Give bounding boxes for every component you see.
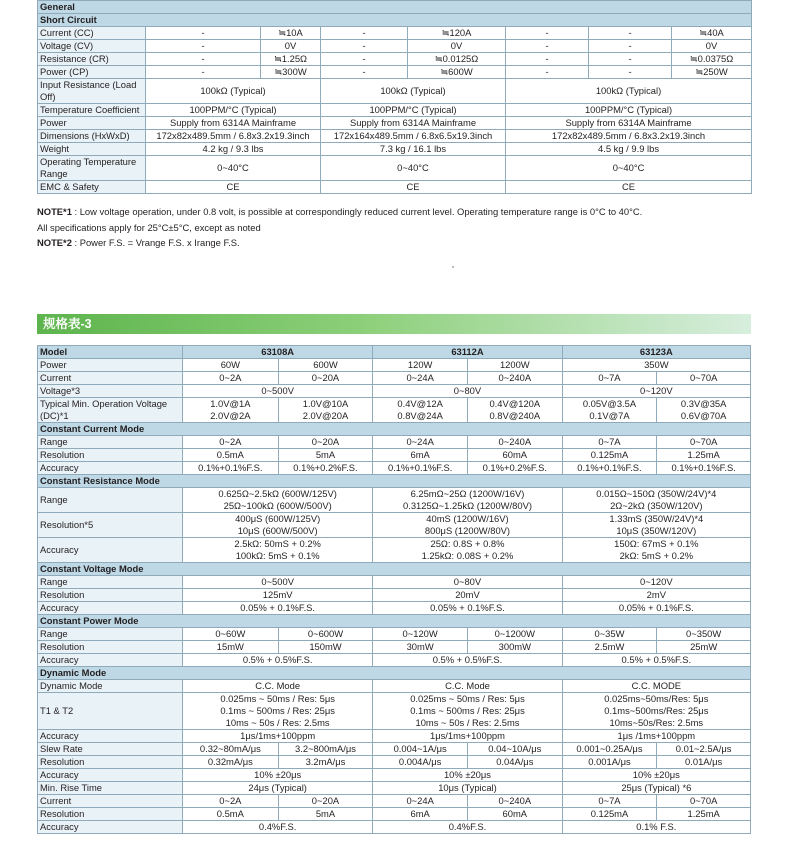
table-cell: Supply from 6314A Mainframe bbox=[146, 117, 321, 130]
row-label: Resolution bbox=[38, 589, 183, 602]
table-row bbox=[38, 79, 752, 104]
table-row bbox=[38, 143, 752, 156]
section-label-general: General bbox=[38, 1, 752, 14]
table-cell: ≒40A bbox=[672, 27, 752, 40]
table-cell: - bbox=[146, 40, 261, 53]
table-cell: 1μs/1ms+100ppm bbox=[373, 730, 562, 743]
table-cell: - bbox=[506, 66, 589, 79]
table-cell: 0.1%+0.1%F.S. bbox=[562, 462, 657, 475]
table-row bbox=[38, 589, 751, 602]
table-row bbox=[38, 372, 751, 385]
row-label: Resistance (CR) bbox=[38, 53, 146, 66]
table-cell: 0.125mA bbox=[562, 808, 657, 821]
table-cell: 40mS (1200W/16V) 800μS (1200W/80V) bbox=[373, 513, 562, 538]
table-row bbox=[38, 40, 752, 53]
table-cell: 0~500V bbox=[183, 576, 373, 589]
table-cell: 0~1200W bbox=[467, 628, 562, 641]
table-cell: 15mW bbox=[183, 641, 279, 654]
table-cell: 0.1%+0.2%F.S. bbox=[467, 462, 562, 475]
table-row bbox=[38, 398, 751, 423]
section-row-dyn bbox=[38, 667, 751, 680]
table-cell: 0~20A bbox=[278, 795, 373, 808]
table-cell: 600W bbox=[278, 359, 373, 372]
table-row bbox=[38, 795, 751, 808]
table-cell: 3.2mA/μs bbox=[278, 756, 373, 769]
table-cell: 350W bbox=[562, 359, 750, 372]
table-row bbox=[38, 104, 752, 117]
table-cell: 172x82x489.5mm / 6.8x3.2x19.3inch bbox=[506, 130, 752, 143]
table-row bbox=[38, 488, 751, 513]
table-cell: 5mA bbox=[278, 449, 373, 462]
table-cell: - bbox=[321, 27, 408, 40]
table-cell: 0V bbox=[261, 40, 321, 53]
table-cell: ≒300W bbox=[261, 66, 321, 79]
table-cell: 0~500V bbox=[183, 385, 373, 398]
note-1: NOTE*1 : Low voltage operation, under 0.8 volt, is possible at correspondingly reduced current level. Operating temperature range is 0°C to 40°C. bbox=[37, 206, 643, 217]
table-row bbox=[38, 821, 751, 834]
table-row bbox=[38, 808, 751, 821]
table-cell: CE bbox=[321, 181, 506, 194]
table-row bbox=[38, 53, 752, 66]
table-cell: 400μS (600W/125V) 10μS (600W/500V) bbox=[183, 513, 373, 538]
row-label: Current bbox=[38, 372, 183, 385]
table-cell: 0.1%+0.1%F.S. bbox=[373, 462, 468, 475]
table-cell: 0~80V bbox=[373, 576, 562, 589]
row-label: Power bbox=[38, 117, 146, 130]
table-cell: CE bbox=[146, 181, 321, 194]
table-cell: 0.025ms~50ms/Res: 5μs 0.1ms~500ms/Res: 25μs 10ms~50s/Res: 2.5ms bbox=[562, 693, 750, 730]
table-cell: 0~2A bbox=[183, 436, 279, 449]
table-row bbox=[38, 513, 751, 538]
table-cell: - bbox=[589, 66, 672, 79]
table-row bbox=[38, 462, 751, 475]
row-label: Resolution bbox=[38, 756, 183, 769]
row-label: Accuracy bbox=[38, 462, 183, 475]
table-cell: 0.4%F.S. bbox=[183, 821, 373, 834]
table-cell: 0.001~0.25A/μs bbox=[562, 743, 657, 756]
table-cell: 1μs/1ms+100ppm bbox=[183, 730, 373, 743]
table-cell: - bbox=[321, 66, 408, 79]
table-cell: 0.01A/μs bbox=[657, 756, 751, 769]
table-cell: C.C. Mode bbox=[183, 680, 373, 693]
table-cell: 0~240A bbox=[467, 436, 562, 449]
section-row-cr bbox=[38, 475, 751, 488]
table-cell: 0~60W bbox=[183, 628, 279, 641]
note-2: NOTE*2 : Power F.S. = Vrange F.S. x Irange F.S. bbox=[37, 237, 240, 248]
table-cell: - bbox=[589, 27, 672, 40]
table-cell: 0.05V@3.5A 0.1V@7A bbox=[562, 398, 657, 423]
table-cell: 0.125mA bbox=[562, 449, 657, 462]
table-cell: 0~40°C bbox=[146, 156, 321, 181]
section-row-cv bbox=[38, 563, 751, 576]
row-label: Voltage*3 bbox=[38, 385, 183, 398]
table-cell: 6mA bbox=[373, 449, 468, 462]
table-cell: C.C. Mode bbox=[373, 680, 562, 693]
table-row bbox=[38, 385, 751, 398]
row-label: Resolution*5 bbox=[38, 513, 183, 538]
table-row bbox=[38, 654, 751, 667]
table-cell: 0.04~10A/μs bbox=[467, 743, 562, 756]
table-cell: 10% ±20μs bbox=[183, 769, 373, 782]
table-cell: 0.05% + 0.1%F.S. bbox=[183, 602, 373, 615]
table-cell: 0.4V@120A 0.8V@240A bbox=[467, 398, 562, 423]
table-cell: 0.5% + 0.5%F.S. bbox=[562, 654, 750, 667]
table-cell: 0~350W bbox=[657, 628, 751, 641]
table-cell: - bbox=[506, 27, 589, 40]
table-row bbox=[38, 769, 751, 782]
table-cell: CE bbox=[506, 181, 752, 194]
row-label: Input Resistance (Load Off) bbox=[38, 79, 146, 104]
table-cell: Supply from 6314A Mainframe bbox=[321, 117, 506, 130]
table-cell: 0~70A bbox=[657, 436, 751, 449]
row-label: Weight bbox=[38, 143, 146, 156]
row-label: Accuracy bbox=[38, 538, 183, 563]
table-row bbox=[38, 156, 752, 181]
table-cell: 10% ±20μs bbox=[562, 769, 750, 782]
table-cell: 100PPM/°C (Typical) bbox=[146, 104, 321, 117]
table-cell: 0.001A/μs bbox=[562, 756, 657, 769]
table-cell: 60mA bbox=[467, 449, 562, 462]
table-cell: 0.32~80mA/μs bbox=[183, 743, 279, 756]
table-cell: 0~120V bbox=[562, 385, 750, 398]
row-label: Accuracy bbox=[38, 602, 183, 615]
table-cell: 0.1%+0.1%F.S. bbox=[657, 462, 751, 475]
table-cell: - bbox=[506, 53, 589, 66]
table-cell: 0.004A/μs bbox=[373, 756, 468, 769]
table-cell: 1.0V@10A 2.0V@20A bbox=[278, 398, 373, 423]
table-cell: 2.5kΩ: 50mS + 0.2% 100kΩ: 5mS + 0.1% bbox=[183, 538, 373, 563]
table-cell: 0.025ms ~ 50ms / Res: 5μs 0.1ms ~ 500ms / Res: 25μs 10ms ~ 50s / Res: 2.5ms bbox=[373, 693, 562, 730]
table-cell: 0~70A bbox=[657, 372, 751, 385]
table-cell: 3.2~800mA/μs bbox=[278, 743, 373, 756]
table-cell: 5mA bbox=[278, 808, 373, 821]
table-cell: 300mW bbox=[467, 641, 562, 654]
table-row bbox=[38, 449, 751, 462]
row-label: Accuracy bbox=[38, 730, 183, 743]
table-cell: 125mV bbox=[183, 589, 373, 602]
table-cell: ≒10A bbox=[261, 27, 321, 40]
row-label: Resolution bbox=[38, 808, 183, 821]
table-cell: 0.025ms ~ 50ms / Res: 5μs 0.1ms ~ 500ms / Res: 25μs 10ms ~ 50s / Res: 2.5ms bbox=[183, 693, 373, 730]
table-cell: 0~24A bbox=[373, 795, 468, 808]
table-cell: 0.5% + 0.5%F.S. bbox=[373, 654, 562, 667]
table-row bbox=[38, 130, 752, 143]
spec-table-main bbox=[37, 345, 751, 834]
table-cell: 30mW bbox=[373, 641, 468, 654]
row-label: Temperature Coefficient bbox=[38, 104, 146, 117]
table-cell: 172x82x489.5mm / 6.8x3.2x19.3inch bbox=[146, 130, 321, 143]
table-cell: 150Ω: 67mS + 0.1% 2kΩ: 5mS + 0.2% bbox=[562, 538, 750, 563]
table-row bbox=[38, 602, 751, 615]
table-row bbox=[38, 117, 752, 130]
table-cell: - bbox=[506, 40, 589, 53]
row-label: Operating Temperature Range bbox=[38, 156, 146, 181]
table-cell: 0.04A/μs bbox=[467, 756, 562, 769]
row-label: Typical Min. Operation Voltage (DC)*1 bbox=[38, 398, 183, 423]
table-cell: ≒600W bbox=[408, 66, 506, 79]
table-cell: 100kΩ (Typical) bbox=[321, 79, 506, 104]
table-cell: 0~40°C bbox=[321, 156, 506, 181]
table-row bbox=[38, 743, 751, 756]
table-cell: 0.5% + 0.5%F.S. bbox=[183, 654, 373, 667]
row-label: T1 & T2 bbox=[38, 693, 183, 730]
table-cell: 6.25mΩ~25Ω (1200W/16V) 0.3125Ω~1.25kΩ (1200W/80V) bbox=[373, 488, 562, 513]
table-row bbox=[38, 693, 751, 730]
table-cell: 0~7A bbox=[562, 372, 657, 385]
section-row-cc bbox=[38, 423, 751, 436]
table-row bbox=[38, 181, 752, 194]
row-label: Accuracy bbox=[38, 769, 183, 782]
table-cell: 100kΩ (Typical) bbox=[146, 79, 321, 104]
row-label: Range bbox=[38, 576, 183, 589]
table-cell: 1.25mA bbox=[657, 449, 751, 462]
table-cell: 0~20A bbox=[278, 372, 373, 385]
section-label: Constant Power Mode bbox=[38, 615, 751, 628]
table-cell: - bbox=[321, 40, 408, 53]
table-cell: 0.004~1A/μs bbox=[373, 743, 468, 756]
table-cell: 0.5mA bbox=[183, 808, 279, 821]
row-label: Power (CP) bbox=[38, 66, 146, 79]
section-row-short-circuit bbox=[38, 14, 752, 27]
table-cell: 0.1% F.S. bbox=[562, 821, 750, 834]
table-cell: Supply from 6314A Mainframe bbox=[506, 117, 752, 130]
table-cell: 0~70A bbox=[657, 795, 751, 808]
table-row bbox=[38, 680, 751, 693]
row-label: Voltage (CV) bbox=[38, 40, 146, 53]
section-label: Constant Resistance Mode bbox=[38, 475, 751, 488]
table-cell: 1.25mA bbox=[657, 808, 751, 821]
section-label-short-circuit: Short Circuit bbox=[38, 14, 752, 27]
table-cell: 120W bbox=[373, 359, 468, 372]
table-row bbox=[38, 576, 751, 589]
table-cell: 0.4%F.S. bbox=[373, 821, 562, 834]
table-cell: ≒120A bbox=[408, 27, 506, 40]
table-cell: 0.05% + 0.1%F.S. bbox=[562, 602, 750, 615]
table-cell: 60W bbox=[183, 359, 279, 372]
table-cell: ≒1.25Ω bbox=[261, 53, 321, 66]
table-cell: ≒0.0375Ω bbox=[672, 53, 752, 66]
table-cell: C.C. MODE bbox=[562, 680, 750, 693]
table-cell: 10μs (Typical) bbox=[373, 782, 562, 795]
row-label: Model bbox=[38, 346, 183, 359]
notes bbox=[37, 204, 642, 251]
table-cell: 0~240A bbox=[467, 795, 562, 808]
model-name: 63123A bbox=[562, 346, 750, 359]
spec-table-top bbox=[37, 0, 752, 194]
table-row bbox=[38, 628, 751, 641]
model-row bbox=[38, 346, 751, 359]
table-cell: 0~20A bbox=[278, 436, 373, 449]
table-cell: 25mW bbox=[657, 641, 751, 654]
table-cell: 0~35W bbox=[562, 628, 657, 641]
table-row bbox=[38, 359, 751, 372]
model-name: 63112A bbox=[373, 346, 562, 359]
table-cell: 0.32mA/μs bbox=[183, 756, 279, 769]
row-label: Resolution bbox=[38, 449, 183, 462]
table-cell: ≒0.0125Ω bbox=[408, 53, 506, 66]
row-label: EMC & Safety bbox=[38, 181, 146, 194]
table-cell: - bbox=[146, 27, 261, 40]
row-label: Range bbox=[38, 628, 183, 641]
table-cell: 7.3 kg / 16.1 lbs bbox=[321, 143, 506, 156]
table-cell: 0.5mA bbox=[183, 449, 279, 462]
table-cell: 2mV bbox=[562, 589, 750, 602]
table-cell: 60mA bbox=[467, 808, 562, 821]
table-cell: 20mV bbox=[373, 589, 562, 602]
table-cell: 0~7A bbox=[562, 436, 657, 449]
table-row bbox=[38, 756, 751, 769]
table-cell: 10% ±20μs bbox=[373, 769, 562, 782]
table-cell: 0V bbox=[408, 40, 506, 53]
row-label: Range bbox=[38, 436, 183, 449]
table-cell: 25μs (Typical) *6 bbox=[562, 782, 750, 795]
row-label: Accuracy bbox=[38, 654, 183, 667]
table-cell: - bbox=[589, 53, 672, 66]
row-label: Accuracy bbox=[38, 821, 183, 834]
table-cell: 172x164x489.5mm / 6.8x6.5x19.3inch bbox=[321, 130, 506, 143]
table-cell: 100PPM/°C (Typical) bbox=[506, 104, 752, 117]
row-label: Current bbox=[38, 795, 183, 808]
table-cell: 0~40°C bbox=[506, 156, 752, 181]
table-cell: 0~7A bbox=[562, 795, 657, 808]
section-label: Dynamic Mode bbox=[38, 667, 751, 680]
table-cell: 1.33mS (350W/24V)*4 10μS (350W/120V) bbox=[562, 513, 750, 538]
table-cell: 0.1%+0.2%F.S. bbox=[278, 462, 373, 475]
table-row bbox=[38, 538, 751, 563]
table-cell: 0~24A bbox=[373, 436, 468, 449]
table-cell: 0~2A bbox=[183, 372, 279, 385]
table-row bbox=[38, 641, 751, 654]
table-cell: - bbox=[146, 53, 261, 66]
section-row-cp bbox=[38, 615, 751, 628]
table-cell: 4.2 kg / 9.3 lbs bbox=[146, 143, 321, 156]
table-cell: 0.015Ω~150Ω (350W/24V)*4 2Ω~2kΩ (350W/120V) bbox=[562, 488, 750, 513]
table-cell: - bbox=[146, 66, 261, 79]
row-label: Slew Rate bbox=[38, 743, 183, 756]
table-cell: 0~24A bbox=[373, 372, 468, 385]
table-cell: 24μs (Typical) bbox=[183, 782, 373, 795]
table-cell: 0~240A bbox=[467, 372, 562, 385]
note-1-line2: All specifications apply for 25°C±5°C, except as noted bbox=[37, 221, 261, 233]
table-cell: - bbox=[321, 53, 408, 66]
table-cell: 1.0V@1A 2.0V@2A bbox=[183, 398, 279, 423]
table-cell: 1μs /1ms+100ppm bbox=[562, 730, 750, 743]
table-row bbox=[38, 66, 752, 79]
table-cell: 6mA bbox=[373, 808, 468, 821]
table-cell: 0V bbox=[672, 40, 752, 53]
table-cell: 0~600W bbox=[278, 628, 373, 641]
row-label: Dimensions (HxWxD) bbox=[38, 130, 146, 143]
table-cell: 0.01~2.5A/μs bbox=[657, 743, 751, 756]
table-cell: 100kΩ (Typical) bbox=[506, 79, 752, 104]
table-cell: 0~80V bbox=[373, 385, 562, 398]
decorative-dot bbox=[452, 266, 454, 268]
section-row-general bbox=[38, 1, 752, 14]
table-cell: 0~2A bbox=[183, 795, 279, 808]
model-name: 63108A bbox=[183, 346, 373, 359]
table-cell: 2.5mW bbox=[562, 641, 657, 654]
table-row bbox=[38, 27, 752, 40]
table-cell: 0.4V@12A 0.8V@24A bbox=[373, 398, 468, 423]
table-cell: - bbox=[589, 40, 672, 53]
table-cell: 25Ω: 0.8S + 0.8% 1.25kΩ: 0.08S + 0.2% bbox=[373, 538, 562, 563]
table-row bbox=[38, 436, 751, 449]
row-label: Range bbox=[38, 488, 183, 513]
row-label: Current (CC) bbox=[38, 27, 146, 40]
table-cell: 0.1%+0.1%F.S. bbox=[183, 462, 279, 475]
row-label: Min. Rise Time bbox=[38, 782, 183, 795]
table-cell: 100PPM/°C (Typical) bbox=[321, 104, 506, 117]
table-cell: 150mW bbox=[278, 641, 373, 654]
table-cell: 0~120V bbox=[562, 576, 750, 589]
table-row bbox=[38, 730, 751, 743]
row-label: Resolution bbox=[38, 641, 183, 654]
table-cell: 0.3V@35A 0.6V@70A bbox=[657, 398, 751, 423]
table-cell: 4.5 kg / 9.9 lbs bbox=[506, 143, 752, 156]
section-label: Constant Voltage Mode bbox=[38, 563, 751, 576]
row-label: Power bbox=[38, 359, 183, 372]
section-title: 规格表-3 bbox=[37, 314, 751, 334]
table-cell: 0~120W bbox=[373, 628, 468, 641]
row-label: Dynamic Mode bbox=[38, 680, 183, 693]
table-cell: 0.05% + 0.1%F.S. bbox=[373, 602, 562, 615]
table-cell: ≒250W bbox=[672, 66, 752, 79]
table-row bbox=[38, 782, 751, 795]
table-cell: 0.625Ω~2.5kΩ (600W/125V) 25Ω~100kΩ (600W/500V) bbox=[183, 488, 373, 513]
section-label: Constant Current Mode bbox=[38, 423, 751, 436]
table-cell: 1200W bbox=[467, 359, 562, 372]
